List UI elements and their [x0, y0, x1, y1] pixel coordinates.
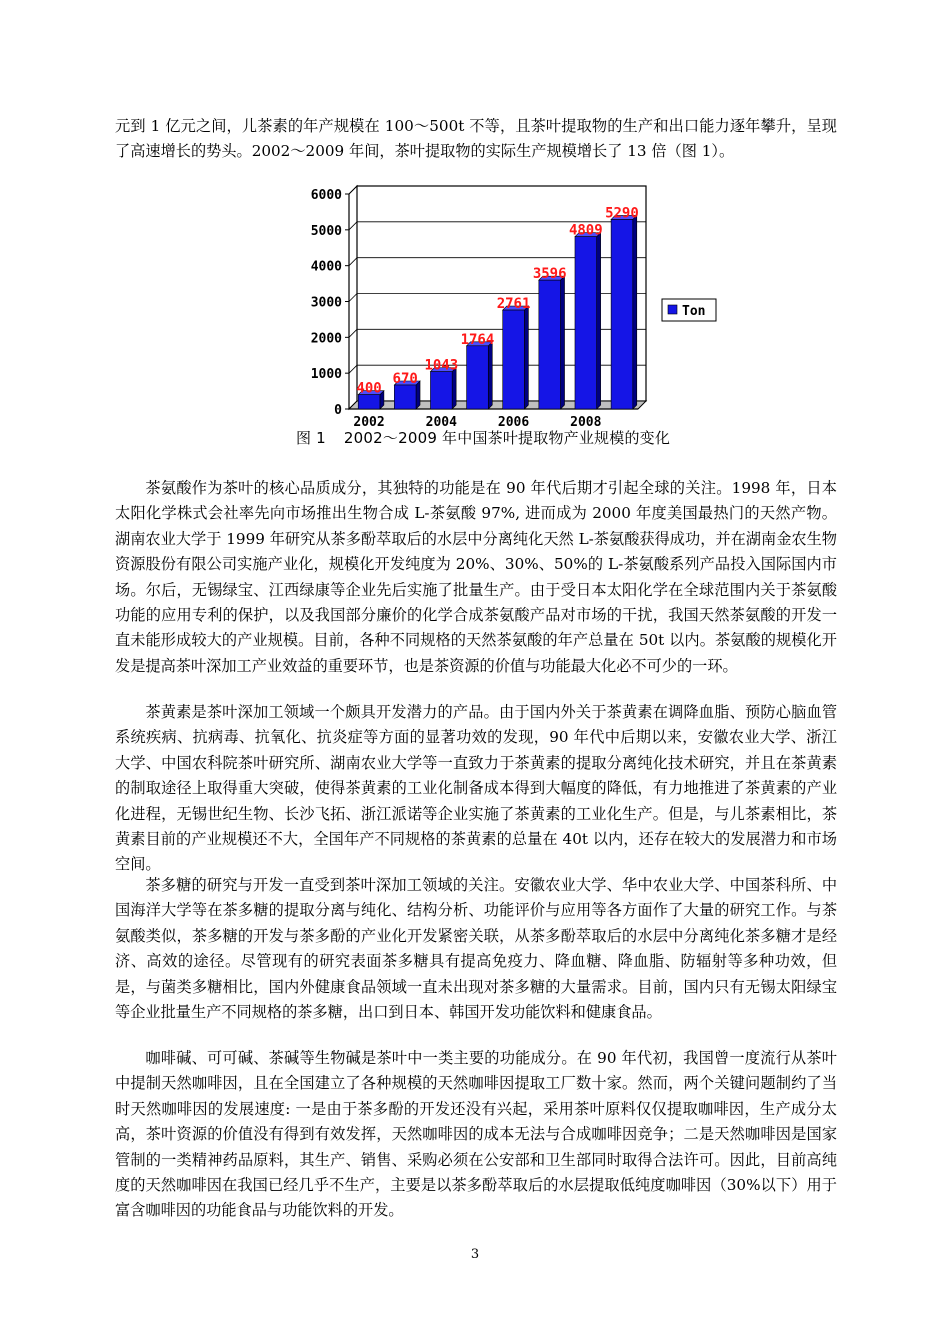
page-number: 3: [470, 1247, 480, 1262]
figure-caption-number: 图 1: [296, 429, 326, 447]
paragraph-theaflavin: 茶黄素是茶叶深加工领域一个颇具开发潜力的产品。由于国内外关于茶黄素在调降血脂、预防心脑血管系统疾病、抗病毒、抗氧化、抗炎症等方面的显著功效的发现，90 年代中后期以来，安徽农业大学、浙江大学、中国农科院茶叶研究所、湖南农业大学等一直致力于茶黄素的提取分离纯化技术研究，并且在茶黄素的制取途径上取得重大突破，使得茶黄素的工业化制备成本得到大幅度的降低，有力地推进了茶黄素的产业化进程，无锡世纪生物、长沙飞拓、浙江派诺等企业实施了茶黄素的工业化生产。但是，与儿茶素相比，茶黄素目前的产业规模还不大，全国年产不同规格的茶黄素的总量在 40t 以内，还存在较大的发展潜力和市场空间。: [115, 703, 837, 874]
x-tick-label: 2002: [353, 415, 385, 430]
paragraph-theanine: 茶氨酸作为茶叶的核心品质成分，其独特的功能是在 90 年代后期才引起全球的关注。1998 年，日本太阳化学株式会社率先向市场推出生物合成 L-茶氨酸 97%, 进而成为 2000 年度美国最热门的天然产物。湖南农业大学于 1999 年研究从茶多酚萃取后的水层中分离纯化天然 L-茶氨酸获得成功，并在湖南金农生物资源股份有限公司实施产业化，规模化开发纯度为 20%、30%、50%的 L-茶氨酸系列产品投入国际国内市场。尔后，无锡绿宝、江西绿康等企业先后实施了批量生产。由于受日本太阳化学在全球范围内关于茶氨酸功能的应用专利的保护，以及我国部分廉价的化学合成茶氨酸产品对市场的干扰，我国天然茶氨酸的开发一直未能形成较大的产业规模。目前，各种不同规格的天然茶氨酸的年产总量在 50t 以内。茶氨酸的规模化开发是提高茶叶深加工产业效益的重要环节，也是茶资源的价值与功能最大化必不可少的一环。: [115, 479, 837, 675]
y-tick-label: 2000: [310, 331, 342, 347]
chart-legend: [662, 299, 716, 321]
bar-data-label: 1764: [460, 331, 495, 348]
bar-side: [633, 215, 637, 409]
bar: [503, 310, 525, 409]
bar-side: [524, 306, 528, 409]
y-tick-label: 3000: [310, 295, 342, 311]
y-tick-label: 1000: [310, 367, 342, 383]
bar: [611, 219, 633, 409]
y-tick-label: 6000: [310, 188, 342, 203]
bar-side: [561, 276, 565, 409]
bar: [539, 280, 561, 409]
bar-data-label: 1043: [424, 357, 459, 374]
y-tick-label: 5000: [310, 223, 342, 239]
y-tick-label: 0: [334, 403, 342, 418]
x-tick-label: 2006: [497, 415, 530, 430]
bar: [575, 237, 597, 409]
tea-extract-bar-chart: [296, 180, 726, 430]
bar: [430, 372, 452, 409]
bar-data-label: 5290: [605, 205, 639, 222]
bar-side: [452, 368, 456, 409]
x-tick-label: 2004: [425, 415, 457, 430]
intro-paragraph: 元到 1 亿元之间，儿茶素的年产规模在 100～500t 不等，且茶叶提取物的生产和出口能力逐年攀升，呈现了高速增长的势头。2002～2009 年间，茶叶提取物的实际生产规模增长了 13 倍（图 1）。: [115, 117, 837, 161]
bar-data-label: 2761: [496, 296, 531, 313]
y-tick-label: 4000: [310, 259, 342, 275]
bar: [358, 395, 380, 409]
bar-side: [488, 342, 492, 409]
paragraph-tea-polysaccharide: 茶多糖的研究与开发一直受到茶叶深加工领域的关注。安徽农业大学、华中农业大学、中国茶科所、中国海洋大学等在茶多糖的提取分离与纯化、结构分析、功能评价与应用等各方面作了大量的研究工作。与茶氨酸类似，茶多糖的开发与茶多酚的产业化开发紧密关联，从茶多酚萃取后的水层中分离纯化茶多糖才是经济、高效的途径。尽管现有的研究表面茶多糖具有提高免疫力、降血糖、降血脂、防辐射等多种功效，但是，与菌类多糖相比，国内外健康食品领域一直未出现对茶多糖的大量需求。目前，国内只有无锡太阳绿宝等企业批量生产不同规格的茶多糖，出口到日本、韩国开发功能饮料和健康食品。: [115, 876, 837, 1022]
legend-label: Ton: [682, 304, 706, 319]
bar-data-label: 670: [392, 370, 418, 387]
x-tick-label: 2008: [570, 415, 602, 430]
bar: [394, 385, 416, 409]
bar: [467, 346, 489, 409]
bar-data-label: 400: [356, 380, 382, 397]
bar-side: [597, 233, 601, 409]
legend-swatch: [668, 305, 677, 314]
paragraph-caffeine: 咖啡碱、可可碱、茶碱等生物碱是茶叶中一类主要的功能成分。在 90 年代初，我国曾一度流行从茶叶中提制天然咖啡因，且在全国建立了各种规模的天然咖啡因提取工厂数十家。然而，两个关键问题制约了当时天然咖啡因的发展速度: 一是由于茶多酚的开发还没有兴起，采用茶叶原料仅仅提取咖啡因，生产成分太高，茶叶资源的价值没有得到有效发挥，天然咖啡因的成本无法与合成咖啡因竞争；二是天然咖啡因是国家管制的一类精神药品原料，其生产、销售、采购必须在公安部和卫生部同时取得合法许可。因此，目前高纯度的天然咖啡因在我国已经几乎不生产，主要是以茶多酚萃取后的水层提取低纯度咖啡因（30%以下）用于富含咖啡因的功能食品与功能饮料的开发。: [115, 1049, 837, 1220]
chart-floor: [349, 401, 646, 409]
figure-caption-text: 2002～2009 年中国茶叶提取物产业规模的变化: [343, 429, 671, 447]
bar-data-label: 4809: [568, 222, 603, 239]
bar-data-label: 3596: [532, 266, 567, 283]
figure-caption: [296, 427, 716, 448]
